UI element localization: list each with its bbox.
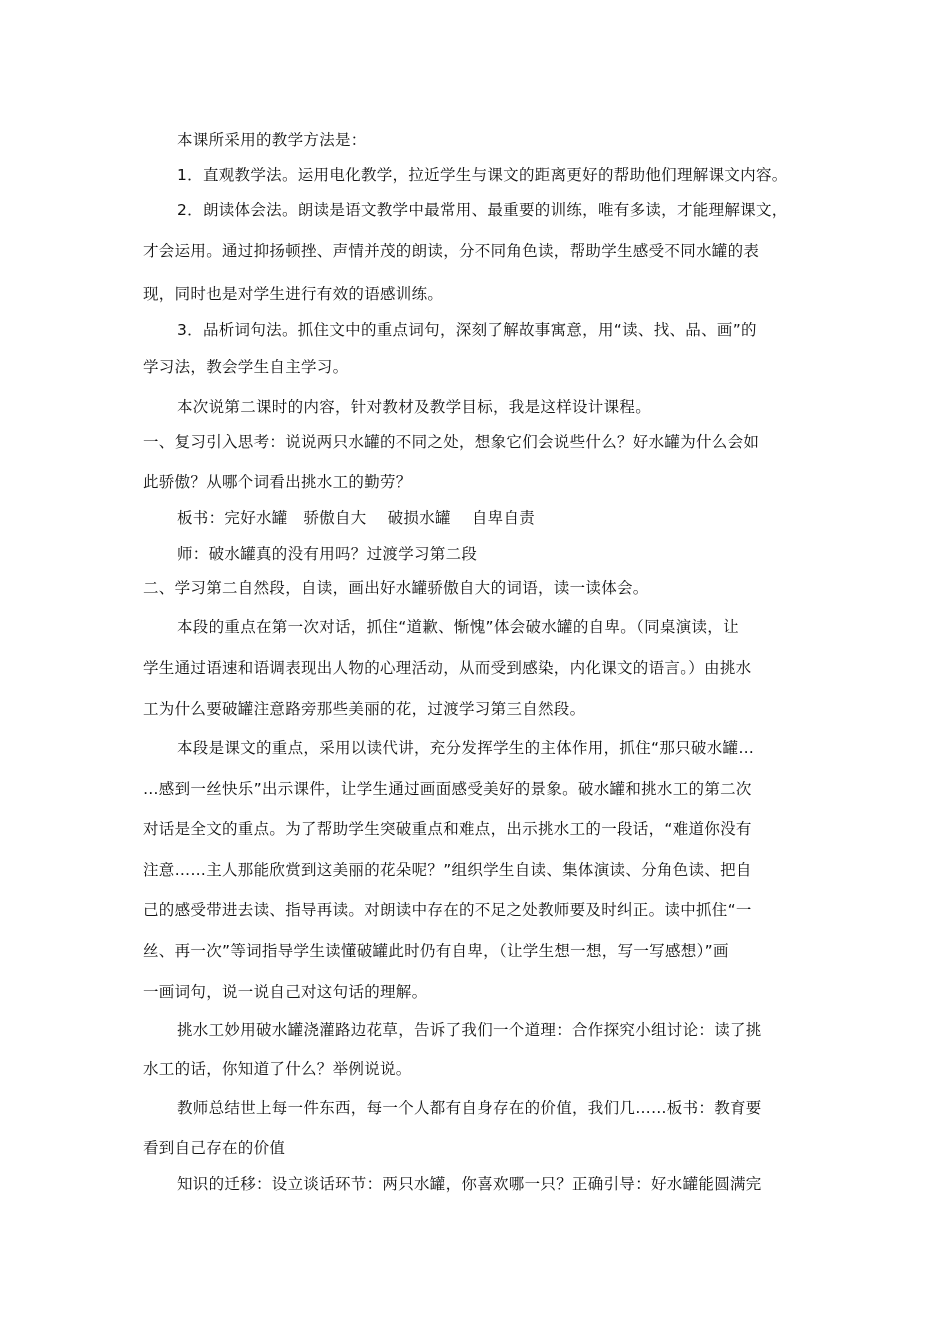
text-line: 一、复习引入思考：说说两只水罐的不同之处，想象它们会说些什么？好水罐为什么会如	[143, 433, 760, 451]
text-line: 此骄傲？从哪个词看出挑水工的勤劳？	[143, 473, 412, 491]
text-line: 一画词句，说一说自己对这句话的理解。	[143, 983, 428, 1001]
text-line: 知识的迁移：设立谈话环节：两只水罐，你喜欢哪一只？正确引导：好水罐能圆满完	[177, 1175, 762, 1193]
text-line: 学习法，教会学生自主学习。	[143, 358, 349, 376]
text-line: 挑水工妙用破水罐浇灌路边花草，告诉了我们一个道理：合作探究小组讨论：读了挑	[177, 1021, 762, 1039]
text-line: 己的感受带进去读、指导再读。对朗读中存在的不足之处教师要及时纠正。读中抓住“一	[143, 901, 752, 919]
text-line: …感到一丝快乐”出示课件，让学生通过画面感受美好的景象。破水罐和挑水工的第二次	[143, 780, 752, 798]
text-line: 水工的话，你知道了什么？举例说说。	[143, 1060, 412, 1078]
text-line: 看到自己存在的价值	[143, 1139, 286, 1157]
text-line: 现，同时也是对学生进行有效的语感训练。	[143, 285, 444, 303]
text-line: 二、学习第二自然段，自读，画出好水罐骄傲自大的词语，读一读体会。	[143, 579, 649, 597]
text-line: 本课所采用的教学方法是：	[177, 131, 367, 149]
text-line: 2．朗读体会法。朗读是语文教学中最常用、最重要的训练，唯有多读，才能理解课文，	[177, 201, 788, 219]
text-line: 1．直观教学法。运用电化教学，拉近学生与课文的距离更好的帮助他们理解课文内容。	[177, 166, 788, 184]
text-line: 丝、再一次”等词指导学生读懂破罐此时仍有自卑，（让学生想一想，写一写感想）”画	[143, 942, 729, 960]
text-line: 教师总结世上每一件东西，每一个人都有自身存在的价值，我们几……板书：教育要	[177, 1099, 762, 1117]
text-line: 注意……主人那能欣赏到这美丽的花朵呢？”组织学生自读、集体演读、分角色读、把自	[143, 861, 752, 879]
text-line: 才会运用。通过抑扬顿挫、声情并茂的朗读，分不同角色读，帮助学生感受不同水罐的表	[143, 242, 760, 260]
text-line: 对话是全文的重点。为了帮助学生突破重点和难点，出示挑水工的一段话，“难道你没有	[143, 820, 752, 838]
text-line: 师：破水罐真的没有用吗？过渡学习第二段	[177, 545, 478, 563]
text-line: 本次说第二课时的内容，针对教材及教学目标，我是这样设计课程。	[177, 398, 652, 416]
text-line: 3．品析词句法。抓住文中的重点词句，深刻了解故事寓意，用“读、找、品、画”的	[177, 321, 757, 339]
text-line: 板书：完好水罐 骄傲自大 破损水罐 自卑自责	[177, 509, 536, 527]
text-line: 学生通过语速和语调表现出人物的心理活动，从而受到感染，内化课文的语言。）由挑水	[143, 659, 752, 677]
text-line: 工为什么要破罐注意路旁那些美丽的花，过渡学习第三自然段。	[143, 700, 586, 718]
text-line: 本段的重点在第一次对话，抓住“道歉、惭愧”体会破水罐的自卑。（同桌演读，让	[177, 618, 739, 636]
text-line: 本段是课文的重点，采用以读代讲，充分发挥学生的主体作用，抓住“那只破水罐…	[177, 739, 755, 757]
